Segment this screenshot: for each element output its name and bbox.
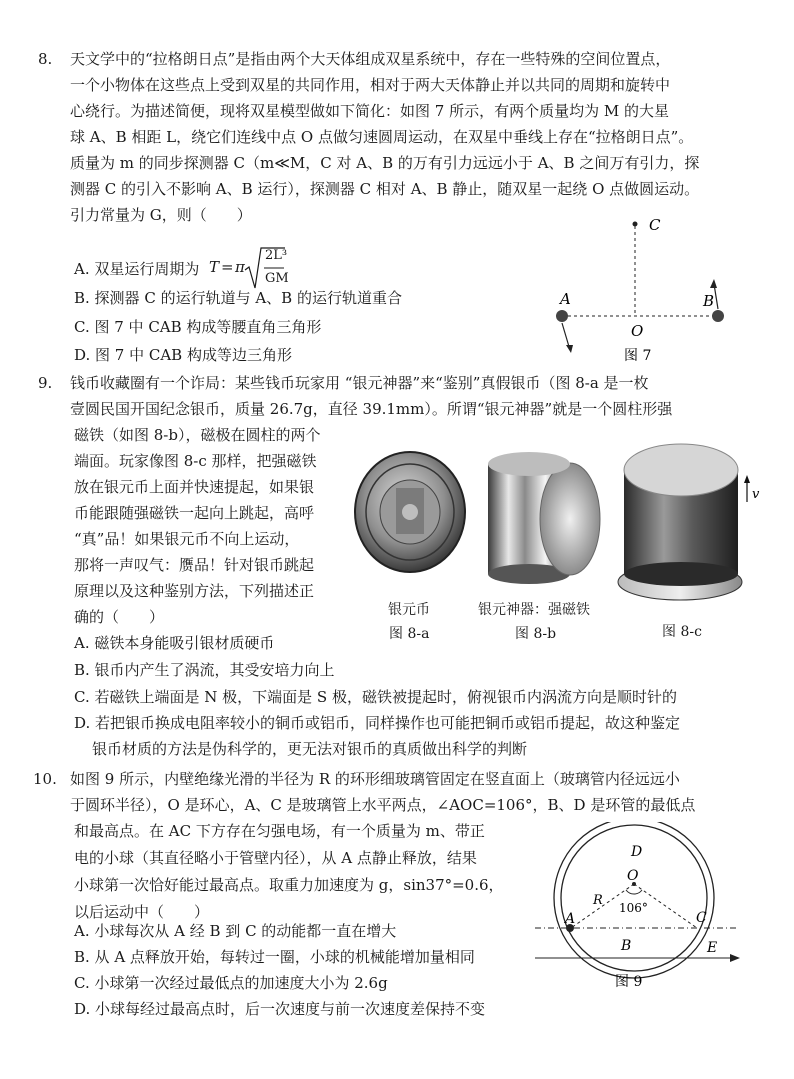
figure-8b-magnet xyxy=(484,440,604,586)
label-e: E xyxy=(707,940,718,956)
q9-number: 9. xyxy=(38,374,53,392)
q8-option-d: D. 图 7 中 CAB 构成等边三角形 xyxy=(74,346,292,364)
q10-number: 10. xyxy=(33,770,57,788)
field-arrowhead xyxy=(730,954,740,962)
q9-option-d: D. 若把银币换成电阻率较小的铜币或铝币，同样操作也可能把铜币或铝币提起，故这种鉴定 xyxy=(74,714,681,732)
q10-option-a: A. 小球每次从 A 经 B 到 C 的动能都一直在增大 xyxy=(74,922,397,940)
q9-stem-wrap xyxy=(74,422,320,630)
q9-stem-line: 原理以及这种鉴别方法，下列描述正 xyxy=(74,582,315,600)
q9-option-d-cont: 银币材质的方法是伪科学的，更无法对银币的真质做出科学的判断 xyxy=(92,740,528,758)
q10-option-d: D. 小球每经过最高点时，后一次速度与前一次速度差保持不变 xyxy=(74,1000,486,1018)
figure-7-caption: 图 7 xyxy=(624,348,652,364)
q9-stem-line: “真”品！如果银元币不向上运动， xyxy=(74,530,300,548)
figure-8b-caption: 图 8-b xyxy=(515,626,557,642)
q10-stem-line: 和最高点。在 AC 下方存在匀强电场，有一个质量为 m、带正 xyxy=(74,822,485,840)
q8-option-a-T: T xyxy=(209,258,220,276)
figure-9 xyxy=(527,822,749,992)
label-a: A xyxy=(560,290,571,308)
arrowhead-b xyxy=(710,279,717,288)
q8-stem-line: 质量为 m 的同步探测器 C（m≪M，C 对 A、B 的万有引力远远小于 A、B 之间万有引力，探 xyxy=(70,154,700,172)
label-d: D xyxy=(631,844,643,860)
label-b: B xyxy=(703,292,715,310)
label-a: A xyxy=(565,911,576,927)
q10-option-b: B. 从 A 点释放开始，每转过一圈，小球的机械能增加量相同 xyxy=(74,948,475,966)
q10-stem-line: 如图 9 所示，内壁绝缘光滑的半径为 R 的环形细玻璃管固定在竖直面上（玻璃管内径远远小 xyxy=(70,770,680,788)
angle-arc xyxy=(626,890,642,894)
q10-stem-top xyxy=(70,766,695,818)
q8-option-b: B. 探测器 C 的运行轨道与 A、B 的运行轨道重合 xyxy=(74,289,402,307)
label-c: C xyxy=(696,910,707,926)
figure-9-caption: 图 9 xyxy=(615,974,643,990)
q10-option-c: C. 小球第一次经过最低点的加速度大小为 2.6g xyxy=(74,974,388,992)
q8-stem-line: 心绕行。为描述简便，现将双星模型做如下简化：如图 7 所示，有两个质量均为 M 的大星 xyxy=(70,102,669,120)
q9-option-b: B. 银币内产生了涡流，其受安培力向上 xyxy=(74,661,335,679)
arrowhead-a xyxy=(566,345,573,353)
q8-stem-line: 天文学中的“拉格朗日点”是指由两个大天体组成双星系统中，存在一些特殊的空间位置点， xyxy=(70,50,671,68)
star-a xyxy=(556,310,568,322)
label-angle: 106° xyxy=(619,901,648,915)
q9-stem-line: 钱币收藏圈有一个诈局：某些钱币玩家用 “银元神器”来“鉴别”真假银币（图 8-a 是一枚 xyxy=(70,374,649,392)
q9-stem-top xyxy=(70,370,672,422)
q8-option-a-pi: π xyxy=(235,258,245,276)
q8-option-a-numerator: 2L³ xyxy=(265,248,288,263)
q8-option-a-equals: = xyxy=(221,258,234,276)
q8-stem xyxy=(70,46,699,228)
q9-stem-line: 确的（ ） xyxy=(74,608,165,626)
q8-stem-line: 一个小物体在这些点上受到双星的共同作用，相对于两大天体静止并以共同的周期和旋转中 xyxy=(70,76,671,94)
q10-stem-line: 以后运动中（ ） xyxy=(74,903,210,921)
q9-option-a: A. 磁铁本身能吸引银材质硬币 xyxy=(74,634,275,652)
q9-stem-line: 端面。玩家像图 8-c 那样，把强磁铁 xyxy=(74,452,317,470)
q10-stem-wrap xyxy=(74,818,504,926)
q8-stem-line: 球 A、B 相距 L，绕它们连线中点 O 点做匀速圆周运动，在双星中垂线上存在“拉格朗日点”。 xyxy=(70,128,694,146)
q9-stem-line: 磁铁（如图 8-b），磁极在圆柱的两个 xyxy=(74,426,321,444)
q9-stem-line: 那将一声叹气：赝品！针对银币跳起 xyxy=(74,556,315,574)
q8-option-a-denominator: GM xyxy=(265,271,289,286)
q10-stem-line: 于圆环半径），O 是环心，A、C 是玻璃管上水平两点，∠AOC=106°，B、D 是环管的最低点 xyxy=(70,796,696,814)
q10-stem-line: 电的小球（其直径略小于管壁内径），从 A 点静止释放，结果 xyxy=(74,849,477,867)
figure-8a-caption: 图 8-a xyxy=(389,626,430,642)
figure-8a-silver-coin xyxy=(352,448,470,584)
star-b xyxy=(712,310,724,322)
q9-stem-line: 壹圆民国开国纪念银币，质量 26.7g，直径 39.1mm）。所谓“银元神器”就是一个圆柱形强 xyxy=(70,400,673,418)
label-b: B xyxy=(621,938,632,954)
label-r: R xyxy=(593,893,603,908)
q8-number: 8. xyxy=(38,50,53,68)
q8-option-c: C. 图 7 中 CAB 构成等腰直角三角形 xyxy=(74,318,322,336)
figure-8c-caption: 图 8-c xyxy=(662,624,702,640)
label-o: O xyxy=(627,868,639,884)
probe-c-dot xyxy=(633,222,638,227)
figure-8a-label: 银元币 xyxy=(388,602,430,618)
label-v: v xyxy=(752,487,760,502)
q9-stem-line: 放在银元币上面并快速提起，如果银 xyxy=(74,478,315,496)
q9-option-c: C. 若磁铁上端面是 N 极，下端面是 S 极，磁铁被提起时，俯视银币内涡流方向是顺时针的 xyxy=(74,688,677,706)
q8-option-a-prefix: A. 双星运行周期为 xyxy=(74,260,200,278)
label-c: C xyxy=(649,216,661,234)
figure-8c-magnet-on-coin xyxy=(616,436,762,612)
q9-stem-line: 币能跟随强磁铁一起向上跳起，高呼 xyxy=(74,504,315,522)
q10-stem-line: 小球第一次恰好能过最高点。取重力加速度为 g，sin37°=0.6， xyxy=(74,876,504,894)
q8-stem-line: 引力常量为 G，则（ ） xyxy=(70,206,252,224)
figure-8b-label: 银元神器：强磁铁 xyxy=(478,602,590,618)
q8-stem-line: 测器 C 的引入不影响 A、B 运行），探测器 C 相对 A、B 静止，随双星一起绕 O 点做圆运动。 xyxy=(70,180,700,198)
label-o: O xyxy=(631,322,644,340)
figure-7 xyxy=(540,212,740,372)
